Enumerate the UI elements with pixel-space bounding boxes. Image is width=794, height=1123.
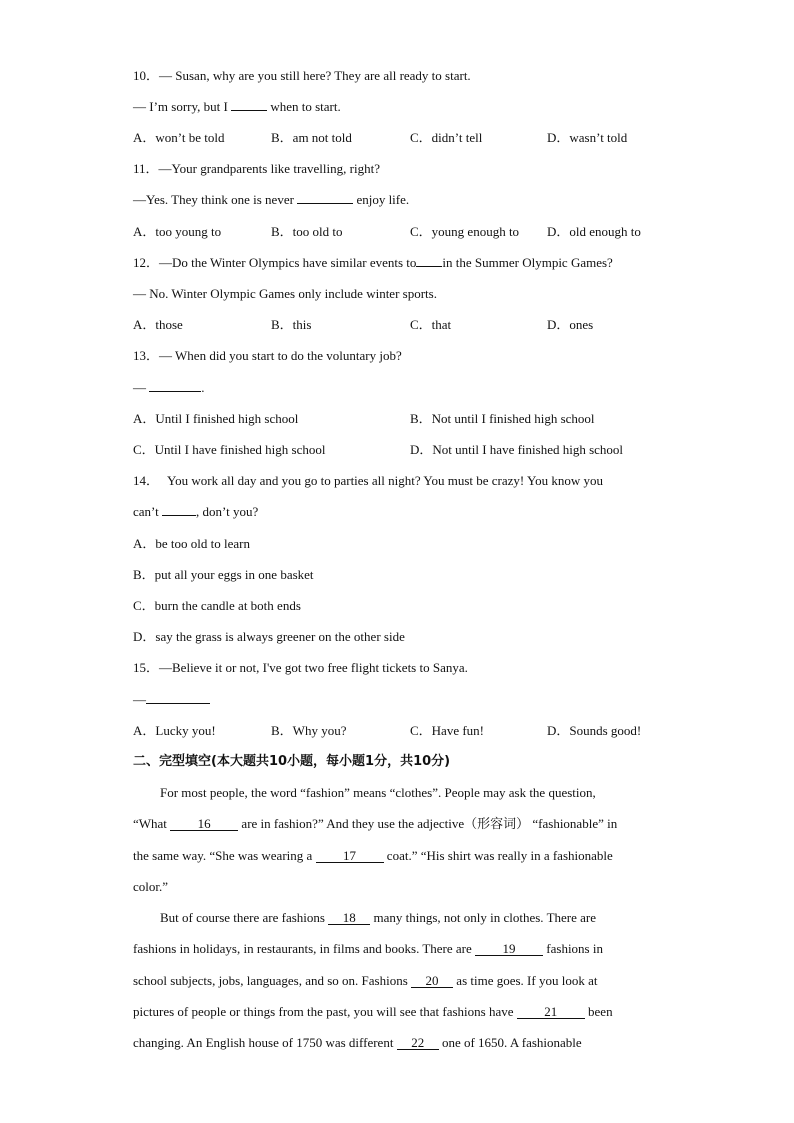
question-text: — Susan, why are you still here? They are all ready to start. [159,68,471,83]
question-14-stem [133,473,603,489]
question-11-stem [133,161,380,177]
option-a[interactable]: A．too young to [133,224,222,239]
paragraph-line [160,785,596,801]
option-d[interactable]: D．Sounds good! [547,723,642,738]
answer-text: — [133,692,146,707]
option-c[interactable]: C．young enough to [410,224,520,239]
option-b[interactable]: B．Not until I finished high school [410,411,595,426]
answer-text: —Yes. They think one is never [133,192,298,207]
option-d[interactable]: D．wasn’t told [547,130,628,145]
paragraph-text: one of 1650. A fashionable [438,1035,582,1050]
paragraph-text: fashions in [543,941,603,956]
paragraph-text: the same way. “She was wearing a [133,848,316,863]
question-text: in the Summer Olympic Games? [442,255,613,270]
option-c[interactable]: C．Until I have finished high school [133,442,326,457]
paragraph-line [133,848,613,864]
question-13-options-row1 [133,411,673,427]
question-text: — When did you start to do the voluntary job? [159,348,402,363]
cloze-blank-17[interactable]: 17 [316,849,384,863]
paragraph-line [133,816,617,832]
answer-text: when to start. [267,99,341,114]
option-a[interactable]: A．those [133,317,183,332]
question-number: 11． [133,161,159,176]
paragraph-text: pictures of people or things from the past, you will see that fashions have [133,1004,517,1019]
cloze-blank-21[interactable]: 21 [517,1005,585,1019]
question-number: 10． [133,68,160,83]
cloze-blank-22[interactable]: 22 [397,1036,439,1050]
answer-text: , don’t you? [196,504,259,519]
option-c[interactable]: C．didn’t tell [410,130,483,145]
question-12-stem [133,255,613,271]
answer-blank[interactable] [297,203,353,204]
question-10-stem [133,68,471,84]
answer-blank[interactable] [231,110,267,111]
option-a[interactable]: A．won’t be told [133,130,225,145]
paragraph-text: color.” [133,879,169,894]
paragraph-text: many things, not only in clothes. There are [370,910,597,925]
question-number: 15． [133,660,160,675]
paragraph-text: are in fashion?” And they use the adjective（形容词） “fashionable” in [238,816,618,831]
question-15-options [133,723,673,739]
question-text: —Your grandparents like travelling, right? [158,161,380,176]
paragraph-line [133,973,597,989]
question-number: 12． [133,255,160,270]
question-10-answer-line [133,99,341,115]
option-b[interactable]: B．this [271,317,312,332]
cloze-blank-18[interactable]: 18 [328,911,370,925]
question-13-options-row2 [133,442,673,458]
section-heading: 二、完型填空(本大题共10小题，每小题1分，共10分) [133,754,451,769]
answer-text: — [133,380,150,395]
answer-blank[interactable] [149,391,201,392]
option-a[interactable]: A．Until I finished high school [133,411,299,426]
question-12-answer-line [133,286,437,302]
question-12-options [133,317,673,333]
option-d[interactable]: D．Not until I have finished high school [410,442,624,457]
answer-blank[interactable] [416,266,442,267]
paragraph-line [160,910,596,926]
option-b[interactable]: B．Why you? [271,723,347,738]
answer-blank[interactable] [162,515,196,516]
option-b[interactable]: B．put all your eggs in one basket [133,567,314,582]
paragraph-line [133,879,168,895]
cloze-blank-20[interactable]: 20 [411,974,453,988]
answer-text: — I’m sorry, but I [133,99,232,114]
answer-text: — No. Winter Olympic Games only include winter sports. [133,286,437,301]
paragraph-line [133,941,603,957]
question-number: 13． [133,348,160,363]
answer-text: can’t [133,504,162,519]
question-15-stem [133,660,468,676]
paragraph-text: been [584,1004,613,1019]
option-c[interactable]: C．burn the candle at both ends [133,598,301,613]
paragraph-text: school subjects, jobs, languages, and so on. Fashions [133,973,412,988]
option-c[interactable]: C．that [410,317,452,332]
answer-text: enjoy life. [353,192,410,207]
question-text: —Do the Winter Olympics have similar events to [159,255,417,270]
option-d[interactable]: D．old enough to [547,224,641,239]
option-c[interactable]: C．Have fun! [410,723,485,738]
paragraph-text: fashions in holidays, in restaurants, in films and books. There are [133,941,476,956]
option-b[interactable]: B．am not told [271,130,352,145]
question-13-answer-line [133,380,205,396]
question-text: —Believe it or not, I've got two free flight tickets to Sanya. [159,660,468,675]
question-15-answer-line [133,692,210,708]
paragraph-text: coat.” “His shirt was really in a fashionable [383,848,613,863]
option-d[interactable]: D．ones [547,317,594,332]
paragraph-text: But of course there are fashions [160,910,329,925]
question-10-options [133,130,673,146]
question-11-options [133,224,673,240]
question-14-answer-line [133,504,258,520]
answer-blank[interactable] [146,703,210,704]
option-a[interactable]: A．Lucky you! [133,723,216,738]
answer-text: . [201,380,205,395]
cloze-blank-19[interactable]: 19 [475,942,543,956]
question-text: You work all day and you go to parties all night? You must be crazy! You know you [167,473,603,488]
paragraph-text: as time goes. If you look at [453,973,598,988]
cloze-blank-16[interactable]: 16 [170,817,238,831]
question-11-answer-line [133,192,409,208]
question-13-stem [133,348,402,364]
option-b[interactable]: B．too old to [271,224,343,239]
paragraph-text: For most people, the word “fashion” means “clothes”. People may ask the question, [160,785,596,800]
paragraph-text: changing. An English house of 1750 was different [133,1035,397,1050]
option-a[interactable]: A．be too old to learn [133,536,250,551]
option-d[interactable]: D．say the grass is always greener on the other side [133,629,405,644]
paragraph-text: “What [133,816,171,831]
paragraph-line [133,1004,613,1020]
question-number: 14． [133,473,160,488]
paragraph-line [133,1035,582,1051]
